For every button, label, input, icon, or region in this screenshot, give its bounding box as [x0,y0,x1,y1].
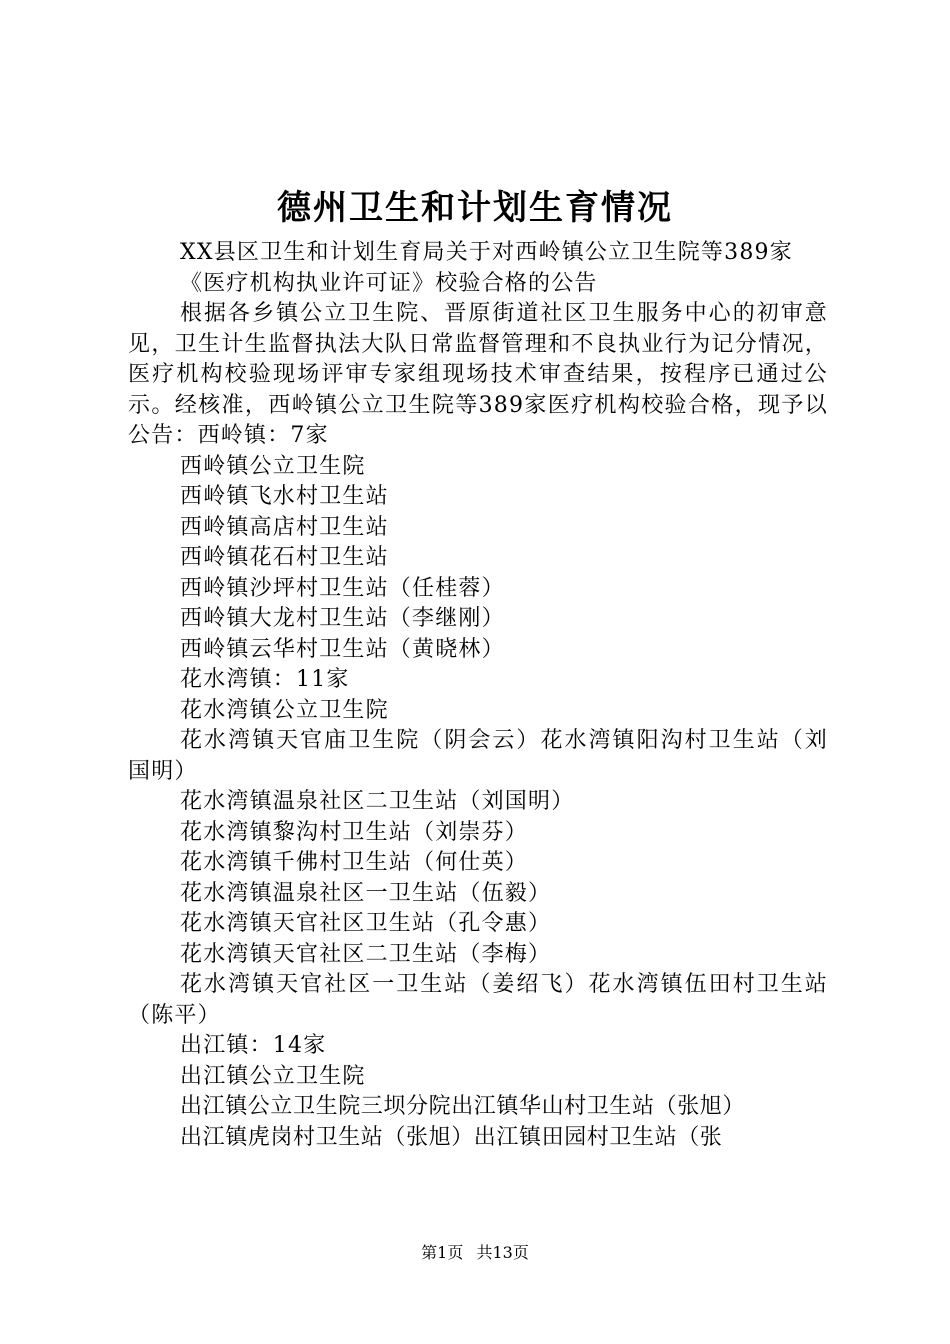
document-body [128,238,828,1153]
body-paragraph: 花水湾镇温泉社区一卫生站（伍毅） [180,880,552,906]
body-paragraph: 出江镇：14家 [180,1033,327,1058]
body-paragraph: 《医疗机构执业许可证》校验合格的公告 [180,270,598,296]
body-paragraph: 西岭镇飞水村卫生站 [180,484,389,509]
body-paragraph: 花水湾镇公立卫生院 [180,697,389,723]
body-paragraph: 西岭镇公立卫生院 [180,453,366,479]
page-footer [0,1242,950,1264]
body-paragraph: 花水湾镇天官庙卫生院（阴会云）花水湾镇阳沟村卫生站（刘国明） [128,728,828,784]
body-paragraph: 花水湾镇天官社区卫生站（孔令惠） [180,911,552,936]
body-paragraph: 花水湾镇天官社区二卫生站（李梅） [180,941,552,967]
document-title: 德州卫生和计划生育情况 [277,188,673,228]
body-paragraph: XX县区卫生和计划生育局关于对西岭镇公立卫生院等389家 [180,240,793,265]
body-paragraph: 西岭镇高店村卫生站 [180,514,389,540]
body-paragraph: 西岭镇大龙村卫生站（李继刚） [180,606,505,631]
body-paragraph: 根据各乡镇公立卫生院、晋原街道社区卫生服务中心的初审意见，卫生计生监督执法大队日常监督管理和不良执业行为记分情况，医疗机构校验现场评审专家组现场技术审查结果，按程序已通过公示。经核准，西岭镇公立卫生院等389家医疗机构校验合格，现予以公告：西岭镇：7家 [128,301,828,448]
body-paragraph: 西岭镇云华村卫生站（黄晓林） [180,636,505,662]
body-paragraph: 花水湾镇黎沟村卫生站（刘崇芬） [180,819,529,845]
page-number: 第1页 [421,1243,464,1262]
body-paragraph: 出江镇虎岗村卫生站（张旭）出江镇田园村卫生站（张 [180,1124,723,1150]
body-paragraph: 花水湾镇天官社区一卫生站（姜绍飞）花水湾镇伍田村卫生站（陈平） [128,972,828,1028]
body-paragraph: 花水湾镇：11家 [180,667,350,692]
body-paragraph: 花水湾镇千佛村卫生站（何仕英） [180,850,529,875]
body-paragraph: 西岭镇花石村卫生站 [180,545,389,570]
page-total: 共13页 [476,1243,529,1262]
body-paragraph: 花水湾镇温泉社区二卫生站（刘国明） [180,789,575,814]
body-paragraph: 西岭镇沙坪村卫生站（任桂蓉） [180,575,505,601]
body-paragraph: 出江镇公立卫生院三坝分院出江镇华山村卫生站（张旭） [180,1094,746,1119]
body-paragraph: 出江镇公立卫生院 [180,1063,366,1089]
